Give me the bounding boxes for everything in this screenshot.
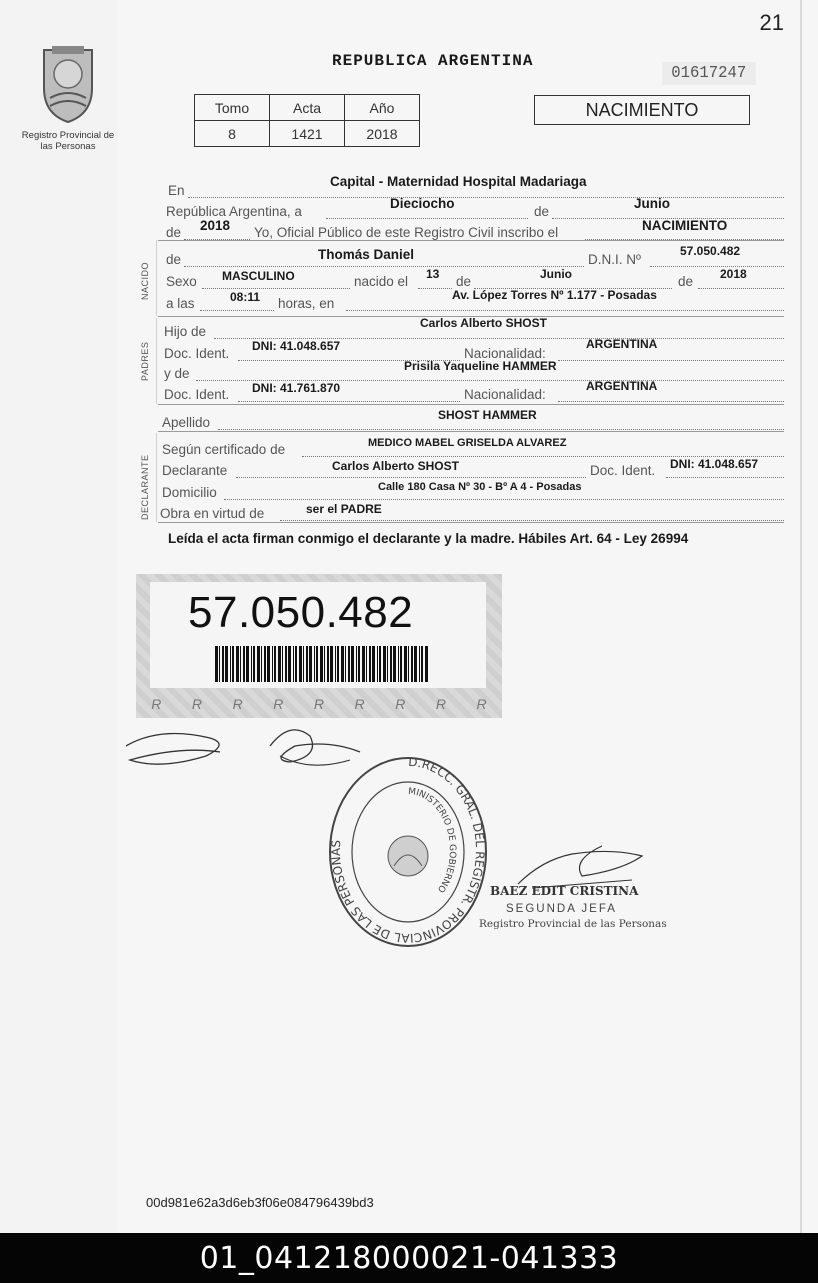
barcode-bar: [293, 646, 294, 682]
value-apellido: SHOST HAMMER: [438, 408, 537, 422]
barcode-bar: [372, 646, 375, 682]
band-letter: R: [435, 696, 446, 712]
barcode-bar: [383, 646, 386, 682]
registry-header-row: [195, 95, 420, 121]
value-padre-doc: DNI: 41.048.657: [252, 339, 341, 353]
value-madre-doc: DNI: 41.761.870: [252, 381, 341, 395]
stamp-outer-text: D.RECC. GRAL. DEL REGISTR. PROVINCIAL DE LAS PERSONAS: [328, 754, 488, 946]
official-stamp-seal-icon: [326, 754, 490, 950]
barcode-bar: [377, 646, 378, 682]
act-type-box: NACIMIENTO: [534, 95, 750, 125]
value-en: Capital - Maternidad Hospital Madariaga: [330, 174, 587, 189]
barcode-bar: [320, 646, 323, 682]
value-day: Dieciocho: [390, 196, 455, 211]
dots-dni: [650, 266, 784, 267]
barcode-bar: [327, 646, 329, 682]
registry-table: [194, 94, 420, 147]
dots-declarante-doc: [666, 477, 784, 478]
label-de-2: de: [166, 225, 182, 240]
barcode-bar: [421, 646, 423, 682]
barcode-bar: [309, 646, 312, 682]
barcode-bar: [230, 646, 231, 682]
barcode-bar: [411, 646, 413, 682]
barcode-bar: [414, 646, 417, 682]
closing-statement: Leída el acta firman conmigo el declarante y la madre. Hábiles Art. 64 - Ley 26994: [168, 531, 689, 546]
label-alas: a las: [166, 296, 195, 311]
label-yde: y de: [164, 366, 190, 381]
serial-number: 01617247: [662, 62, 755, 85]
label-hijo: Hijo de: [164, 324, 207, 339]
barcode-bar: [274, 646, 276, 682]
registry-value-row: [195, 121, 420, 147]
official-signature: [512, 840, 652, 890]
barcode-bar: [306, 646, 308, 682]
barcode-bar: [337, 646, 339, 682]
band-letter: R: [476, 696, 487, 712]
barcode-bar: [225, 646, 228, 682]
label-obra: Obra en virtud de: [160, 506, 265, 521]
value-nacido-month: Junio: [540, 267, 572, 281]
header-ano: Año: [345, 95, 420, 121]
band-letter: R: [313, 696, 325, 712]
province-seal-logo-icon: [36, 44, 100, 124]
barcode-bar: [253, 646, 255, 682]
label-nacido: nacido el: [354, 274, 409, 289]
logo-caption: Registro Provincial de las Personas: [21, 130, 115, 152]
value-nacido-day: 13: [426, 267, 440, 281]
barcode-bar: [316, 646, 318, 682]
barcode-bar: [358, 646, 360, 682]
header-acta: Acta: [270, 95, 345, 121]
label-sexo: Sexo: [166, 274, 197, 289]
barcode-bar: [232, 646, 234, 682]
dots-madre-doc: [238, 401, 460, 402]
padres-vline: [156, 318, 157, 404]
barcode-bar: [299, 646, 302, 682]
value-inscribo: NACIMIENTO: [642, 218, 728, 233]
barcode-bar: [251, 646, 252, 682]
dots-nombre: [184, 266, 584, 267]
value-lugar: Av. López Torres Nº 1.177 - Posadas: [452, 288, 657, 302]
label-certificado: Según certificado de: [162, 442, 286, 457]
value-dni: 57.050.482: [680, 244, 741, 258]
dots-sexo: [202, 288, 350, 289]
label-apellido: Apellido: [162, 415, 211, 430]
label-docident-3: Doc. Ident.: [590, 463, 656, 478]
barcode-bar: [351, 646, 354, 682]
label-horas: horas, en: [278, 296, 335, 311]
divider-declarante-bottom: [158, 522, 784, 523]
value-domicilio: Calle 180 Casa Nº 30 - Bº A 4 - Posadas: [378, 481, 582, 493]
barcode-bar: [400, 646, 402, 682]
barcode-bar: [285, 646, 287, 682]
dots-madre-nac: [558, 401, 784, 402]
barcode-bar: [335, 646, 336, 682]
label-dni: D.N.I. Nº: [588, 252, 641, 267]
label-oficial: Yo, Oficial Público de este Registro Civil inscribo el: [254, 225, 559, 240]
signer-name: BAEZ EDIT CRISTINA: [490, 884, 639, 898]
document-title: REPUBLICA ARGENTINA: [332, 52, 534, 70]
barcode-bar: [264, 646, 266, 682]
nacido-vline: [156, 240, 157, 316]
signer-role: SEGUNDA JEFA: [506, 903, 617, 915]
barcode-bar: [348, 646, 350, 682]
barcode-bar: [341, 646, 344, 682]
barcode-bar: [390, 646, 392, 682]
value-padre: Carlos Alberto SHOST: [420, 316, 547, 330]
value-month: Junio: [634, 196, 670, 211]
value-nacido-year: 2018: [720, 267, 747, 281]
barcode-bar: [393, 646, 396, 682]
barcode-bar: [387, 646, 388, 682]
page-number: 21: [759, 10, 784, 35]
barcode-bar: [330, 646, 333, 682]
band-letter: R: [151, 696, 162, 712]
value-tomo: 8: [195, 121, 270, 147]
value-declarante: Carlos Alberto SHOST: [332, 459, 459, 473]
dni-sticker-number: 57.050.482: [188, 588, 414, 637]
barcode-bar: [314, 646, 315, 682]
barcode-bar: [240, 646, 241, 682]
signer-organization: Registro Provincial de las Personas: [479, 918, 667, 930]
value-nombre: Thomás Daniel: [318, 247, 415, 262]
barcode-bar: [236, 646, 239, 682]
dots-domicilio: [224, 499, 784, 500]
barcode-icon: [215, 646, 431, 682]
section-label-nacido: NACIDO: [140, 261, 150, 300]
declarante-vline: [156, 433, 157, 522]
label-domicilio: Domicilio: [162, 485, 217, 500]
barcode-bar: [257, 646, 260, 682]
divider-padres-bottom: [158, 404, 784, 405]
dni-sticker-band: [136, 690, 502, 718]
barcode-bar: [303, 646, 304, 682]
label-nacionalidad-1: Nacionalidad:: [464, 346, 546, 361]
barcode-bar: [219, 646, 220, 682]
barcode-bar: [419, 646, 420, 682]
footer-filename: 01_041218000021-041333: [0, 1233, 818, 1283]
label-docident-1: Doc. Ident.: [164, 346, 230, 361]
dots-day: [326, 218, 528, 219]
dots-apellido: [218, 429, 784, 430]
barcode-bar: [267, 646, 270, 682]
band-letter: R: [354, 696, 365, 712]
left-margin: [0, 0, 118, 1233]
barcode-bar: [362, 646, 365, 682]
divider-nacido-top: [158, 240, 784, 241]
band-letter: R: [395, 696, 406, 712]
barcode-bar: [282, 646, 283, 682]
barcode-bar: [243, 646, 245, 682]
label-de-5: de: [678, 274, 694, 289]
barcode-bar: [356, 646, 357, 682]
value-acta: 1421: [270, 121, 345, 147]
barcode-bar: [398, 646, 399, 682]
band-letter: R: [273, 696, 284, 712]
value-padre-nac: ARGENTINA: [586, 337, 658, 351]
value-year: 2018: [200, 218, 231, 233]
label-de-1: de: [534, 204, 550, 219]
barcode-bar: [324, 646, 325, 682]
barcode-bar: [215, 646, 218, 682]
section-label-padres: PADRES: [140, 341, 150, 381]
dots-year: [184, 239, 250, 240]
dots-inscribo: [585, 239, 784, 240]
label-docident-2: Doc. Ident.: [164, 387, 230, 402]
value-certificado: MEDICO MABEL GRISELDA ALVAREZ: [368, 437, 567, 449]
barcode-bar: [366, 646, 367, 682]
dots-nacido-year: [698, 288, 784, 289]
barcode-bar: [379, 646, 381, 682]
barcode-bar: [369, 646, 371, 682]
value-madre: Prisila Yaqueline HAMMER: [404, 359, 557, 373]
barcode-bar: [272, 646, 273, 682]
dots-obra: [280, 520, 784, 521]
barcode-bar: [425, 646, 428, 682]
value-declarante-doc: DNI: 41.048.657: [670, 457, 759, 471]
barcode-bar: [261, 646, 262, 682]
dots-padre-nac: [558, 360, 784, 361]
label-nacionalidad-2: Nacionalidad:: [464, 387, 546, 402]
dots-hora: [200, 310, 274, 311]
barcode-bar: [404, 646, 407, 682]
barcode-bar: [408, 646, 409, 682]
stamp-inner-text: MINISTERIO DE GOBIERNO: [407, 786, 458, 895]
barcode-bar: [222, 646, 224, 682]
barcode-bar: [278, 646, 281, 682]
barcode-bar: [246, 646, 249, 682]
label-en: En: [168, 183, 185, 198]
dots-lugar: [346, 310, 784, 311]
value-madre-nac: ARGENTINA: [586, 379, 658, 393]
dots-nacido-day: [418, 288, 452, 289]
value-ano: 2018: [345, 121, 420, 147]
dots-declarante: [236, 477, 586, 478]
document-hash: 00d981e62a3d6eb3f06e084796439bd3: [146, 1195, 374, 1210]
value-obra: ser el PADRE: [306, 502, 382, 516]
divider-declarante-top: [158, 431, 784, 432]
barcode-bar: [295, 646, 297, 682]
barcode-bar: [345, 646, 346, 682]
label-republica: República Argentina, a: [166, 204, 302, 219]
value-hora: 08:11: [230, 290, 261, 304]
barcode-bar: [288, 646, 291, 682]
label-de-4: de: [456, 274, 472, 289]
header-tomo: Tomo: [195, 95, 270, 121]
label-de-3: de: [166, 252, 182, 267]
label-declarante: Declarante: [162, 463, 228, 478]
band-letter: R: [191, 696, 203, 712]
right-edge-line: [800, 0, 802, 1233]
dots-en: [188, 197, 784, 198]
band-letter: R: [232, 696, 243, 712]
value-sexo: MASCULINO: [222, 269, 295, 283]
section-label-declarante: DECLARANTE: [140, 454, 150, 520]
